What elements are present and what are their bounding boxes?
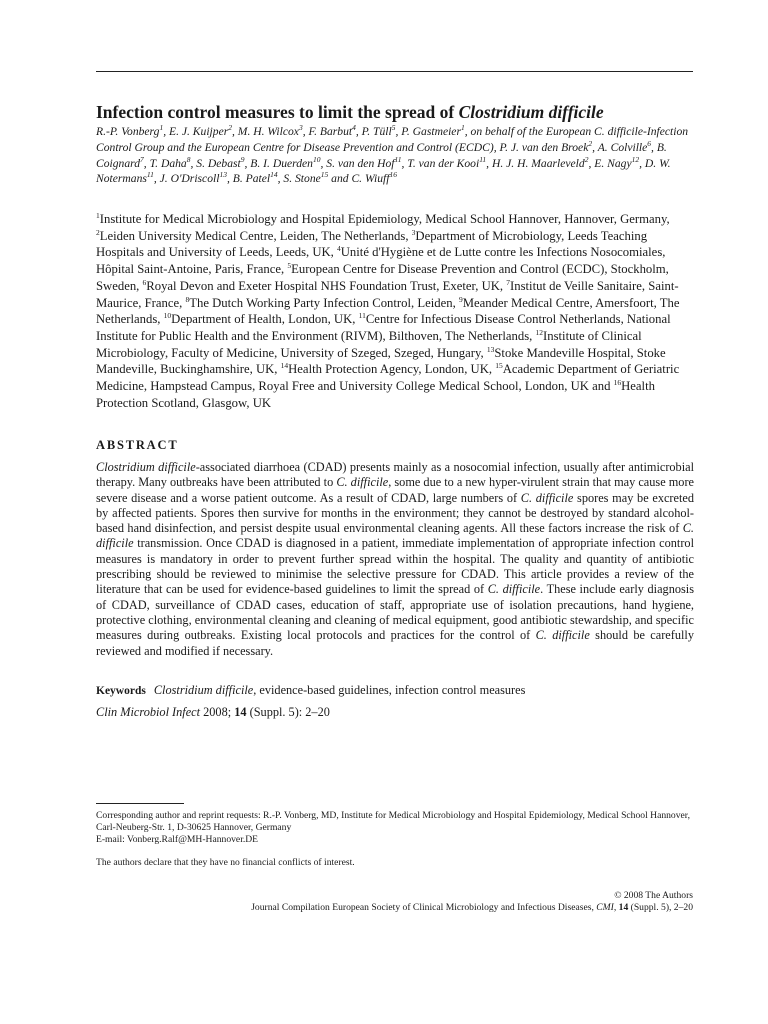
abstract-text: should be carefully reviewed and modified if necessary. bbox=[96, 628, 694, 658]
affiliation-text: Centre for Infectious Disease Control Netherlands, National Institute for Public Health and the Environment (RIVM), Bilthoven, The Netherlands, bbox=[96, 312, 671, 343]
author-separator: , bbox=[226, 172, 233, 186]
author-affiliation-mark: 11 bbox=[394, 154, 402, 164]
author-name: P. Gastmeier bbox=[401, 125, 461, 138]
author-separator: , bbox=[244, 156, 251, 170]
copyright-line-1: © 2008 The Authors bbox=[614, 890, 693, 901]
copyright bbox=[251, 890, 693, 914]
author-affiliation-mark: 2 bbox=[588, 138, 593, 148]
abstract-text: transmission. Once CDAD is diagnosed in a patient, immediate implementation of appropriate infection control measures is mandatory in order to prevent further spread within the hospital. The quality and quantity of antibiotic prescribing should be reviewed to minimise the selective pressure for CDAD. This article provides a review of the literature that can be used for evidence-based guidelines to limit the spread of bbox=[96, 536, 694, 597]
copyright-publisher: Journal Compilation European Society of Clinical Microbiology and Infectious Diseases, bbox=[251, 902, 597, 914]
abstract-organism: Clostridium difficile bbox=[96, 460, 196, 474]
author-name: S. Stone bbox=[283, 172, 321, 186]
author-separator: , bbox=[592, 140, 598, 154]
author-separator: , bbox=[486, 156, 492, 170]
copyright-pages: (Suppl. 5), 2–20 bbox=[628, 902, 693, 914]
keywords-rest: , evidence-based guidelines, infection control measures bbox=[253, 683, 526, 697]
author-separator: , bbox=[231, 125, 238, 138]
abstract-organism: C. difficile bbox=[336, 475, 389, 490]
author-affiliation-mark: 4 bbox=[352, 123, 356, 132]
copyright-sep: , bbox=[613, 902, 619, 914]
affiliation-number: 5 bbox=[287, 261, 292, 271]
author-affiliation-mark: 3 bbox=[298, 123, 303, 132]
title-main: Infection control measures to limit the spread of bbox=[96, 102, 459, 122]
affiliation-number: 11 bbox=[358, 311, 366, 321]
affiliation-text: Academic Department of Geriatric Medicine, Hampstead Campus, Royal Free and University College Medical School, London, UK and bbox=[96, 362, 680, 394]
author-affiliation-mark: 1 bbox=[460, 123, 465, 132]
top-rule bbox=[96, 71, 693, 72]
email: E-mail: Vonberg.Ralf@MH-Hannover.DE bbox=[96, 834, 259, 846]
abstract-body bbox=[96, 460, 694, 659]
affiliation-text: Unité d'Hygiène et de Lutte contre les Infections Nosocomiales, Hôpital Saint-Antoine, Paris, France, bbox=[96, 245, 666, 277]
author-affiliation-mark: 9 bbox=[240, 154, 245, 164]
abstract-text: spores may be excreted by affected patients. Spores then survive for months in the environment; they cannot be destroyed by standard alcohol-based hand disinfection, and persist despite usual environmental cleaning agents. All these factors increase the risk of bbox=[96, 490, 694, 536]
author-name: M. H. Wilcox bbox=[237, 125, 299, 138]
affiliation-number: 2 bbox=[96, 227, 100, 237]
author-name: H. J. H. Maarleveld bbox=[491, 156, 585, 170]
affiliation-number: 12 bbox=[535, 327, 544, 337]
affiliation-number: 6 bbox=[142, 277, 147, 287]
abstract-organism: C. difficile bbox=[535, 628, 590, 643]
abstract-organism: C. difficile bbox=[520, 490, 574, 505]
author-affiliation-mark: 7 bbox=[140, 154, 144, 164]
author-separator: , on behalf of the European C. difficile-Infection Control Group and the European Centre for Disease Prevention and Control (ECDC), bbox=[96, 125, 689, 154]
author-separator: , bbox=[302, 125, 309, 138]
affiliation-text: The Dutch Working Party Infection Control, Leiden, bbox=[189, 295, 459, 310]
author-separator: , bbox=[651, 140, 657, 154]
affiliation-number: 10 bbox=[163, 311, 172, 321]
author-name: P. J. van den Broek bbox=[499, 140, 589, 154]
conflict-statement: The authors declare that they have no financial conflicts of interest. bbox=[96, 856, 355, 868]
footnotes bbox=[96, 810, 696, 869]
keywords-label: Keywords bbox=[96, 685, 146, 697]
citation-year: 2008; bbox=[200, 705, 235, 719]
affiliation-text: Institut de Veille Sanitaire, Saint-Maurice, France, bbox=[96, 278, 679, 310]
author-separator: , bbox=[395, 125, 402, 138]
copyright-journal: CMI bbox=[596, 902, 614, 914]
corresponding-author: Corresponding author and reprint requests: R.-P. Vonberg, MD, Institute for Medical Microbiology and Hospital Epidemiology, Medical School Hannover, Carl-Neuberg-Str. 1, D-30625 Hannover, Germany bbox=[96, 810, 690, 834]
affiliation-text: Health Protection Scotland, Glasgow, UK bbox=[96, 379, 655, 410]
author-name: T. Daha bbox=[149, 156, 187, 170]
author-name: E. J. Kuijper bbox=[168, 125, 229, 138]
author-separator: , bbox=[401, 156, 408, 170]
affiliation-text: Health Protection Agency, London, UK, bbox=[288, 362, 496, 377]
author-affiliation-mark: 12 bbox=[631, 154, 640, 164]
author-name: P. Tüll bbox=[361, 125, 392, 138]
author-name: J. O'Driscoll bbox=[159, 172, 220, 186]
affiliation-text: Leiden University Medical Centre, Leiden, The Netherlands, bbox=[99, 228, 412, 243]
author-separator: and bbox=[328, 172, 352, 186]
author-name: B. Patel bbox=[232, 172, 271, 186]
article-title bbox=[96, 101, 696, 123]
affiliation-number: 4 bbox=[337, 244, 341, 254]
affiliation-text: Department of Health, London, UK, bbox=[171, 312, 359, 327]
copyright-line-2 bbox=[251, 902, 693, 914]
affiliation-text: Royal Devon and Exeter Hospital NHS Foundation Trust, Exeter, UK, bbox=[146, 278, 507, 293]
affiliation-number: 16 bbox=[613, 378, 622, 388]
citation-journal: Clin Microbiol Infect bbox=[96, 705, 201, 719]
author-separator: , bbox=[355, 125, 362, 138]
author-name: C. Wiuff bbox=[351, 172, 390, 186]
author-affiliation-mark: 14 bbox=[270, 170, 278, 180]
abstract-text: -associated diarrhoea (CDAD) presents mainly as a nosocomial infection, usually after antimicrobial therapy. Many outbreaks have been attributed to bbox=[96, 460, 694, 490]
author-affiliation-mark: 15 bbox=[320, 170, 329, 180]
keywords bbox=[96, 682, 696, 699]
abstract-organism: C. difficile bbox=[96, 521, 694, 551]
affiliation-text: European Centre for Disease Prevention and Control (ECDC), Stockholm, Sweden, bbox=[96, 262, 669, 293]
affiliation-number: 14 bbox=[280, 361, 289, 371]
author-name: S. van den Hof bbox=[326, 156, 395, 170]
affiliation-number: 3 bbox=[411, 227, 416, 237]
author-separator: , bbox=[320, 156, 327, 170]
affiliation-number: 7 bbox=[506, 277, 511, 287]
author-affiliation-mark: 2 bbox=[228, 123, 232, 132]
author-name: B. Coignard bbox=[96, 140, 667, 170]
author-affiliation-mark: 11 bbox=[146, 170, 154, 180]
author-name: S. Debast bbox=[196, 156, 241, 170]
citation-volume: 14 bbox=[234, 705, 247, 719]
affiliation-number: 9 bbox=[458, 294, 463, 304]
footnote-rule bbox=[96, 803, 184, 804]
affiliation-text: Department of Microbiology, Leeds Teaching Hospitals and University of Leeds, Leeds, UK, bbox=[96, 228, 648, 260]
copyright-volume: 14 bbox=[618, 902, 629, 914]
author-affiliation-mark: 11 bbox=[479, 154, 487, 164]
abstract-text: , some due to a new hyper-virulent strain that may cause more severe disease and a worse patient outcome. As a result of CDAD, large numbers of bbox=[96, 475, 694, 505]
author-affiliation-mark: 1 bbox=[159, 123, 164, 132]
author-affiliation-mark: 13 bbox=[219, 170, 227, 180]
citation bbox=[96, 705, 330, 720]
author-name: R.-P. Vonberg bbox=[96, 125, 160, 138]
affiliation-text: Meander Medical Centre, Amersfoort, The Netherlands, bbox=[96, 295, 680, 327]
author-affiliation-mark: 6 bbox=[647, 138, 652, 148]
author-separator: , bbox=[190, 156, 197, 170]
author-list bbox=[96, 124, 696, 187]
affiliation-number: 8 bbox=[185, 294, 190, 304]
affiliation-text: Stoke Mandeville Hospital, Stoke Mandeville, Buckinghamshire, UK, bbox=[96, 345, 666, 377]
author-separator: , bbox=[639, 156, 645, 170]
keywords-organism: Clostridium difficile bbox=[153, 683, 254, 697]
abstract-organism: C. difficile bbox=[487, 582, 541, 597]
affiliation-number: 1 bbox=[96, 211, 100, 220]
affiliations bbox=[96, 211, 698, 411]
title-organism: Clostridium difficile bbox=[458, 102, 604, 122]
author-separator: , bbox=[143, 156, 150, 170]
author-separator: , bbox=[277, 172, 284, 186]
author-name: F. Barbut bbox=[308, 125, 353, 138]
author-name: T. van der Kooi bbox=[407, 156, 480, 170]
author-affiliation-mark: 5 bbox=[391, 123, 396, 132]
author-separator: , bbox=[588, 156, 595, 170]
author-name: A. Colville bbox=[597, 140, 648, 154]
affiliation-text: Institute for Medical Microbiology and Hospital Epidemiology, Medical School Hannover, Hannover, Germany, bbox=[99, 212, 670, 226]
affiliation-text: Institute of Clinical Microbiology, Faculty of Medicine, University of Szeged, Szeged, Hungary, bbox=[96, 328, 642, 360]
author-name: D. W. Notermans bbox=[96, 156, 671, 186]
author-affiliation-mark: 2 bbox=[584, 154, 589, 164]
abstract-text: . These include early diagnosis of CDAD, surveillance of CDAD cases, education of staff, appropriate use of isolation precautions, hand hygiene, protective clothing, environmental cleaning and cleaning of medical equipment, good antibiotic stewardship, and specific measures during outbreaks. Existing local protocols and practices for the control of bbox=[96, 582, 694, 643]
author-name: B. I. Duerden bbox=[250, 156, 313, 170]
affiliation-number: 15 bbox=[495, 361, 503, 371]
citation-pages: (Suppl. 5): 2–20 bbox=[246, 705, 330, 719]
author-affiliation-mark: 8 bbox=[186, 154, 191, 164]
author-name: E. Nagy bbox=[594, 156, 632, 170]
author-separator: , bbox=[163, 125, 169, 138]
author-affiliation-mark: 10 bbox=[312, 154, 321, 164]
abstract-heading: ABSTRACT bbox=[96, 438, 179, 452]
affiliation-number: 13 bbox=[486, 344, 495, 354]
author-separator: , bbox=[153, 172, 160, 186]
author-affiliation-mark: 16 bbox=[389, 170, 397, 180]
